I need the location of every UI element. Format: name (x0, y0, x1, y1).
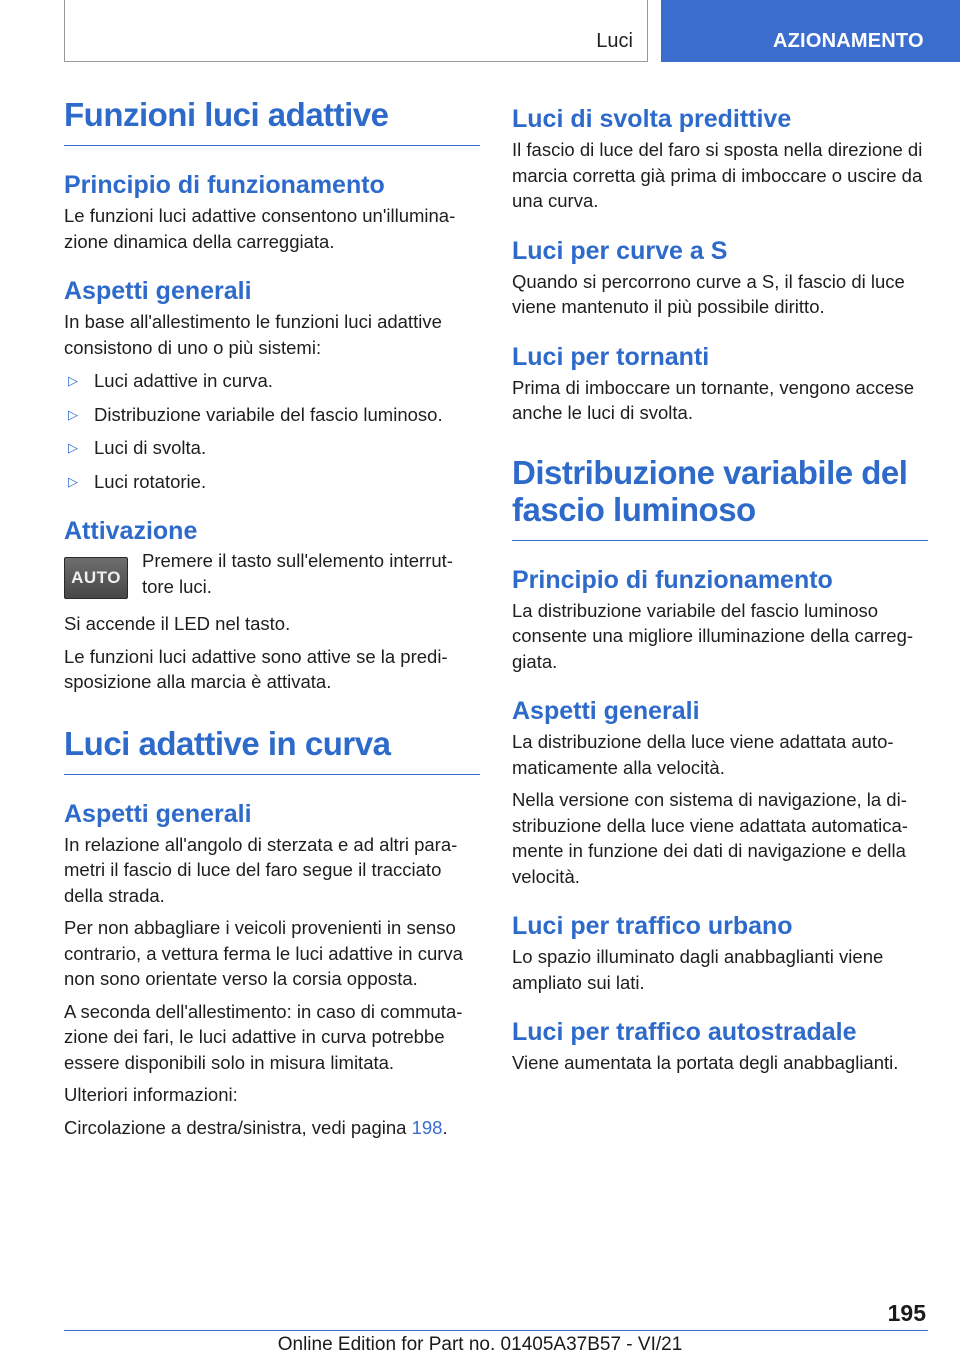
footer-divider (64, 1330, 928, 1331)
paragraph-highway: Viene aumentata la portata degli anabbaglianti. (512, 1052, 899, 1073)
paragraph-curve-2: Per non abbagliare i veicoli provenienti in senso contrario, a vettura ferma le luci adattive in curva non sono orientate verso la corsia opposta. (64, 917, 463, 989)
paragraph-general: In base all'allestimento le funzioni luci adattive consistono di uno o più sistemi: (64, 311, 442, 358)
subheading-s-curves: Luci per curve a S (512, 236, 728, 265)
reference-end: . (442, 1116, 448, 1138)
footer-edition: Online Edition for Part no. 01405A37B57 - VI/21 (277, 1334, 683, 1355)
list-item (64, 435, 480, 461)
page-reference-link[interactable]: 198 (411, 1116, 443, 1138)
subheading-hairpin: Luci per tornanti (512, 342, 710, 371)
left-column (64, 96, 480, 1140)
subheading-curve-general: Aspetti generali (64, 799, 252, 828)
paragraph-hairpin: Prima di imboccare un tornante, vengono accese anche le luci di svolta. (512, 376, 915, 423)
subheading-principle: Principio di funzionamento (64, 171, 385, 199)
subheading-general: Aspetti generali (64, 277, 252, 305)
subheading-dist-general: Aspetti generali (512, 697, 700, 725)
subheading-activation: Attivazione (64, 517, 198, 545)
subheading-highway: Luci per traffico autostradale (512, 1018, 857, 1046)
triangle-bullet-icon: ▷ (68, 406, 78, 422)
list-item (64, 469, 480, 495)
list-item (64, 368, 480, 394)
header-section-box (64, 0, 648, 62)
triangle-bullet-icon: ▷ (68, 473, 78, 489)
paragraph-led: Si accende il LED nel tasto. (64, 613, 291, 634)
list-item-text: Luci di svolta. (94, 437, 207, 458)
triangle-bullet-icon: ▷ (68, 440, 78, 455)
right-column (512, 104, 928, 1076)
subheading-dist-principle: Principio di funzionamento (512, 565, 833, 594)
heading-adaptive-light-functions: Funzioni luci adattive (64, 96, 480, 146)
activation-row (64, 548, 480, 599)
reference-text: Circolazione a destra/sinistra, vedi pagina (64, 1116, 412, 1138)
list-item-text: Luci rotatorie. (94, 470, 207, 492)
paragraph-dist-general-2: Nella versione con sistema di navigazione, la di-stribuzione della luce viene adattata automatica-mente in funzione dei dati di navigazione e della velocità. (512, 789, 908, 887)
paragraph-curve-3: A seconda dell'allestimento: in caso di commuta-zione dei fari, le luci adattive in curva potrebbe essere disponibili solo in misura limitata. (64, 1000, 463, 1073)
triangle-bullet-icon: ▷ (68, 373, 78, 388)
heading-variable-distribution: Distribuzione variabile del fascio luminoso (512, 454, 928, 541)
auto-button-icon: AUTO (64, 557, 128, 599)
list-item-text: Luci adattive in curva. (94, 370, 273, 391)
systems-list (64, 368, 480, 494)
paragraph-reference (64, 1115, 480, 1141)
list-item-text: Distribuzione variabile del fascio luminoso. (94, 403, 443, 425)
paragraph-dist-principle: La distribuzione variabile del fascio luminoso consente una migliore illuminazione della carreg-giata. (512, 599, 914, 672)
header-chapter-tab: AZIONAMENTO (661, 0, 960, 62)
paragraph-curve-1: In relazione all'angolo di sterzata e ad altri para-metri il fascio di luce del faro segue il tracciato della strada. (64, 833, 458, 906)
paragraph-predictive: Il fascio di luce del faro si sposta nella direzione di marcia corretta già prima di imboccare o uscire da una curva. (512, 139, 923, 211)
paragraph-dist-general-1: La distribuzione della luce viene adattata auto-maticamente alla velocità. (512, 731, 894, 778)
paragraph-active: Le funzioni luci adattive sono attive se la predi-sposizione alla marcia è attivata. (64, 645, 448, 692)
subheading-urban: Luci per traffico urbano (512, 912, 793, 940)
list-item (64, 402, 480, 428)
paragraph-activation: Premere il tasto sull'elemento interrut-tore luci. (142, 550, 453, 597)
paragraph-principle: Le funzioni luci adattive consentono un'illumina-zione dinamica della carreggiata. (64, 205, 456, 252)
paragraph-more-info: Ulteriori informazioni: (64, 1084, 238, 1105)
subheading-predictive: Luci di svolta predittive (512, 105, 792, 133)
paragraph-urban: Lo spazio illuminato dagli anabbaglianti viene ampliato sui lati. (512, 946, 884, 993)
header-section-title: Luci (596, 30, 633, 52)
page-number: 195 (887, 1300, 926, 1326)
paragraph-s-curves: Quando si percorrono curve a S, il fascio di luce viene mantenuto il più possibile diritto. (512, 270, 905, 317)
heading-adaptive-curve-lights: Luci adattive in curva (64, 725, 480, 775)
